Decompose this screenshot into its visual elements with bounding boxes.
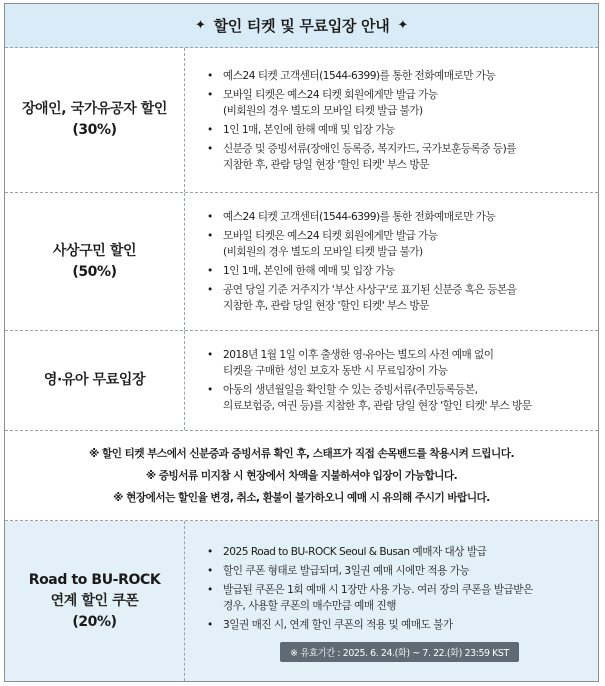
discount-rate: (30%) [72, 122, 117, 138]
list-item: • 1인 1매, 본인에 한해 예매 및 입장 가능 [207, 122, 592, 138]
list-item: • 신분증 및 증빙서류(장애인 등록증, 복지카드, 국가보훈등록증 등)를 지참한 후, 관람 당일 현장 '할인 티켓' 부스 방문 [207, 141, 592, 173]
section-content [185, 521, 598, 681]
discount-ticket-notice [4, 3, 599, 682]
section-label [5, 521, 185, 681]
note-line: ※ 증빙서류 미지참 시 현장에서 차액을 지불하셔야 입장이 가능합니다. [145, 469, 458, 482]
list-item: • 공연 당일 기준 거주지가 '부산 사상구'로 표기된 신분증 혹은 등본을 지참한 후, 관람 당일 현장 '할인 티켓' 부스 방문 [207, 282, 592, 314]
section-label [5, 331, 185, 430]
list-item: • 예스24 티켓 고객센터(1544-6399)를 통한 전화예매로만 가능 [207, 209, 592, 225]
bullet-list [207, 344, 592, 417]
section-disabled-veterans [5, 48, 598, 193]
discount-rate: (20%) [72, 613, 117, 630]
label-line: 장애인, 국가유공자 할인 [21, 101, 168, 117]
section-infant-free [5, 331, 598, 431]
section-sasang-residents [5, 193, 598, 331]
star-icon: ✦ [195, 18, 206, 33]
list-item: • 아동의 생년월일을 확인할 수 있는 증빙서류(주민등록등본, 의료보험증, 여권 등)를 지참한 후, 관람 당일 현장 '할인 티켓' 부스 방문 [207, 382, 592, 414]
label-line: Road to BU-ROCK [28, 571, 161, 588]
discount-rate: (50%) [72, 263, 117, 280]
label-line: 연계 할인 쿠폰 [50, 592, 139, 609]
section-content [185, 48, 598, 192]
list-item: • 모바일 티켓은 예스24 티켓 회원에게만 발급 가능 (비회원의 경우 별도의 모바일 티켓 발급 불가) [207, 228, 592, 260]
validity-badge: ※ 유효기간 : 2025. 6. 24.(화) ~ 7. 22.(화) 23:59 KST [280, 642, 519, 662]
label-line: 영·유아 무료입장 [43, 372, 146, 388]
notice-header [5, 4, 598, 48]
notice-title: 할인 티켓 및 무료입장 안내 [213, 17, 390, 35]
list-item: • 2025 Road to BU-ROCK Seoul & Busan 예매자 대상 발급 [207, 544, 592, 560]
section-bu-rock-coupon [5, 521, 598, 681]
list-item: • 모바일 티켓은 예스24 티켓 회원에게만 발급 가능 (비회원의 경우 별도의 모바일 티켓 발급 불가) [207, 87, 592, 119]
list-item: • 3일권 매진 시, 연계 할인 쿠폰의 적용 및 예매도 불가 [207, 617, 592, 633]
list-item: • 2018년 1월 1일 이후 출생한 영·유아는 별도의 사전 예매 없이 티켓을 구매한 성인 보호자 동반 시 무료입장이 가능 [207, 347, 592, 379]
list-item: • 발급된 쿠폰은 1회 예매 시 1장만 사용 가능. 여러 장의 쿠폰을 발급받은 경우, 사용할 쿠폰의 매수만큼 예매 진행 [207, 582, 592, 614]
bullet-list [207, 206, 592, 317]
label-line: 사상구민 할인 [52, 242, 137, 259]
section-label [5, 48, 185, 192]
notes-block [5, 431, 598, 521]
list-item: • 1인 1매, 본인에 한해 예매 및 입장 가능 [207, 263, 592, 279]
section-label [5, 193, 185, 330]
note-line: ※ 현장에서는 할인율 변경, 취소, 환불이 불가하오니 예매 시 유의해 주시기 바랍니다. [113, 491, 490, 504]
star-icon: ✦ [397, 18, 408, 33]
bullet-list [207, 541, 592, 636]
section-content [185, 193, 598, 330]
list-item: • 예스24 티켓 고객센터(1544-6399)를 통한 전화예매로만 가능 [207, 68, 592, 84]
bullet-list [207, 65, 592, 176]
note-line: ※ 할인 티켓 부스에서 신분증과 증빙서류 확인 후, 스태프가 직접 손목밴드를 착용시켜 드립니다. [89, 447, 514, 460]
list-item: • 할인 쿠폰 형태로 발급되며, 3일권 예매 시에만 적용 가능 [207, 563, 592, 579]
section-content [185, 331, 598, 430]
